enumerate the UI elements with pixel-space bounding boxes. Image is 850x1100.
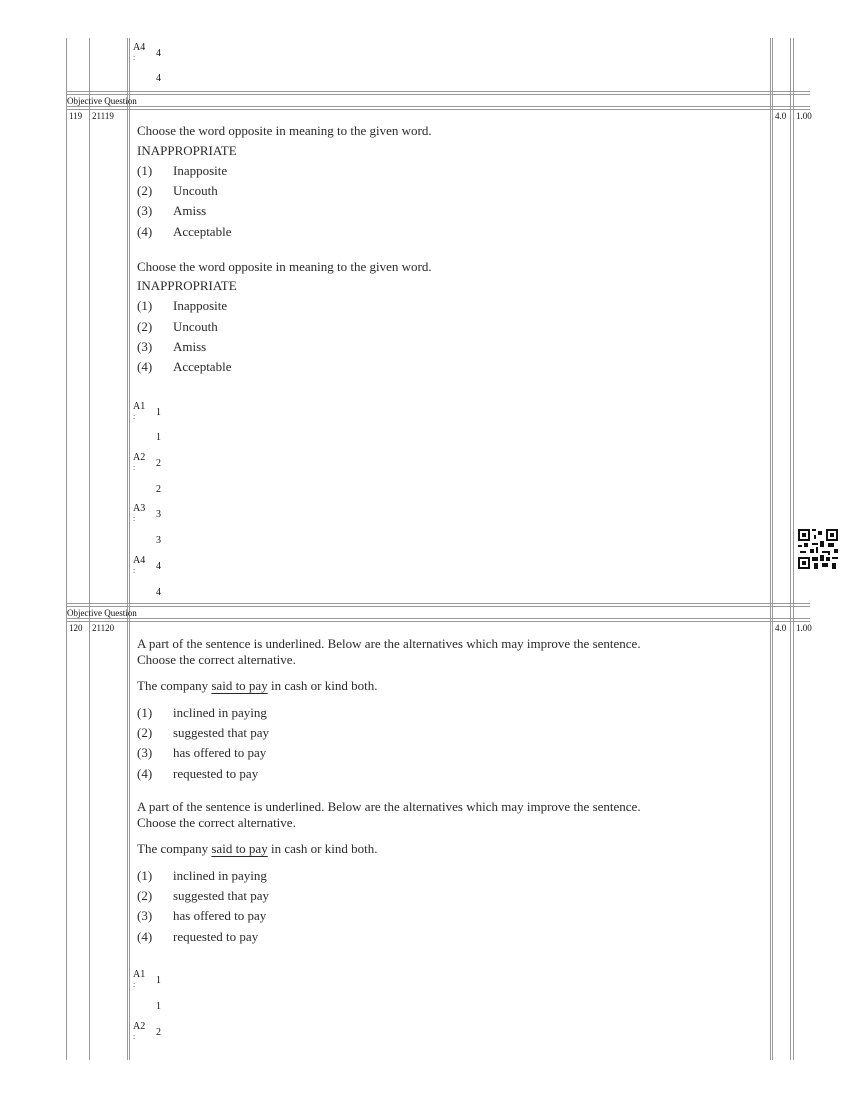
answer-value-a3-repeat: 3: [156, 535, 161, 546]
question-prompt-repeat: Choose the word opposite in meaning to the given word.: [137, 259, 432, 274]
section-label: Objective Question: [67, 608, 137, 618]
col-border-6: [793, 38, 794, 1060]
option-1: (1) Inapposite: [137, 163, 228, 178]
row-border: [66, 109, 810, 110]
answer-value-a1: 1: [156, 975, 161, 986]
option-3: (3) Amiss: [137, 203, 207, 218]
option-2-repeat: (2) suggested that pay: [137, 888, 270, 903]
question-prompt-line2-repeat: Choose the correct alternative.: [137, 815, 296, 830]
question-prompt: Choose the word opposite in meaning to the given word.: [137, 123, 432, 138]
question-sentence-repeat: The company said to pay in cash or kind both.: [137, 841, 378, 856]
row-border: [66, 621, 810, 622]
option-1: (1) inclined in paying: [137, 705, 267, 720]
question-word-repeat: INAPPROPRIATE: [137, 278, 237, 293]
question-prompt-line2: Choose the correct alternative.: [137, 652, 296, 667]
answer-value-a3: 3: [156, 509, 161, 520]
option-4: (4) requested to pay: [137, 766, 259, 781]
col-border-3: [127, 38, 128, 1060]
answer-value-a1: 1: [156, 407, 161, 418]
question-negative-marks: 1.00: [796, 111, 812, 121]
option-3-repeat: (3) has offered to pay: [137, 908, 267, 923]
answer-value: 4: [156, 48, 161, 59]
col-border-2: [89, 38, 90, 1060]
option-4: (4) Acceptable: [137, 224, 232, 239]
question-prompt-line1: A part of the sentence is underlined. Below are the alternatives which may improve the sentence.: [137, 636, 641, 651]
option-4-repeat: (4) Acceptable: [137, 359, 232, 374]
option-2: (2) Uncouth: [137, 183, 218, 198]
answer-value-a2: 2: [156, 458, 161, 469]
answer-label-a2: A2 :: [133, 452, 146, 472]
answer-value-a2-repeat: 2: [156, 484, 161, 495]
question-prompt-line1-repeat: A part of the sentence is underlined. Below are the alternatives which may improve the sentence.: [137, 799, 641, 814]
answer-label-a1: A1 :: [133, 401, 146, 421]
row-border: [66, 618, 810, 619]
option-3: (3) has offered to pay: [137, 745, 267, 760]
row-border: [66, 94, 810, 95]
underlined-phrase: said to pay: [211, 678, 268, 693]
question-negative-marks: 1.00: [796, 623, 812, 633]
question-id: 21120: [92, 623, 115, 633]
col-border-1: [66, 38, 67, 1060]
answer-value-a1-repeat: 1: [156, 432, 161, 443]
question-marks: 4.0: [775, 111, 787, 121]
question-id: 21119: [92, 111, 114, 121]
answer-label-a2: A2 :: [133, 1021, 146, 1041]
qr-code-icon: [798, 529, 838, 569]
answer-label: A4 :: [133, 42, 146, 62]
question-marks: 4.0: [775, 623, 787, 633]
option-3-repeat: (3) Amiss: [137, 339, 207, 354]
answer-value-a2: 2: [156, 1027, 161, 1038]
col-border-4b: [772, 38, 773, 1060]
answer-label-a4: A4 :: [133, 555, 146, 575]
option-4-repeat: (4) requested to pay: [137, 929, 259, 944]
col-border-3b: [129, 38, 130, 1060]
col-border-4: [770, 38, 771, 1060]
row-border: [66, 106, 810, 107]
option-1-repeat: (1) Inapposite: [137, 298, 228, 313]
question-sentence: The company said to pay in cash or kind both.: [137, 678, 378, 693]
option-2-repeat: (2) Uncouth: [137, 319, 218, 334]
row-border: [66, 606, 810, 607]
question-number: 120: [69, 623, 83, 633]
answer-value-a4-repeat: 4: [156, 587, 161, 598]
answer-value-a4: 4: [156, 561, 161, 572]
option-1-repeat: (1) inclined in paying: [137, 868, 267, 883]
answer-label-a3: A3 :: [133, 503, 146, 523]
row-border: [66, 603, 810, 604]
question-number: 119: [69, 111, 83, 121]
underlined-phrase: said to pay: [211, 841, 268, 856]
col-border-5: [790, 38, 791, 1060]
option-2: (2) suggested that pay: [137, 725, 270, 740]
question-word: INAPPROPRIATE: [137, 143, 237, 158]
answer-label-a1: A1 :: [133, 969, 146, 989]
answer-value-a1-repeat: 1: [156, 1001, 161, 1012]
section-label: Objective Question: [67, 96, 137, 106]
answer-value-repeat: 4: [156, 73, 161, 84]
row-border: [66, 91, 810, 92]
